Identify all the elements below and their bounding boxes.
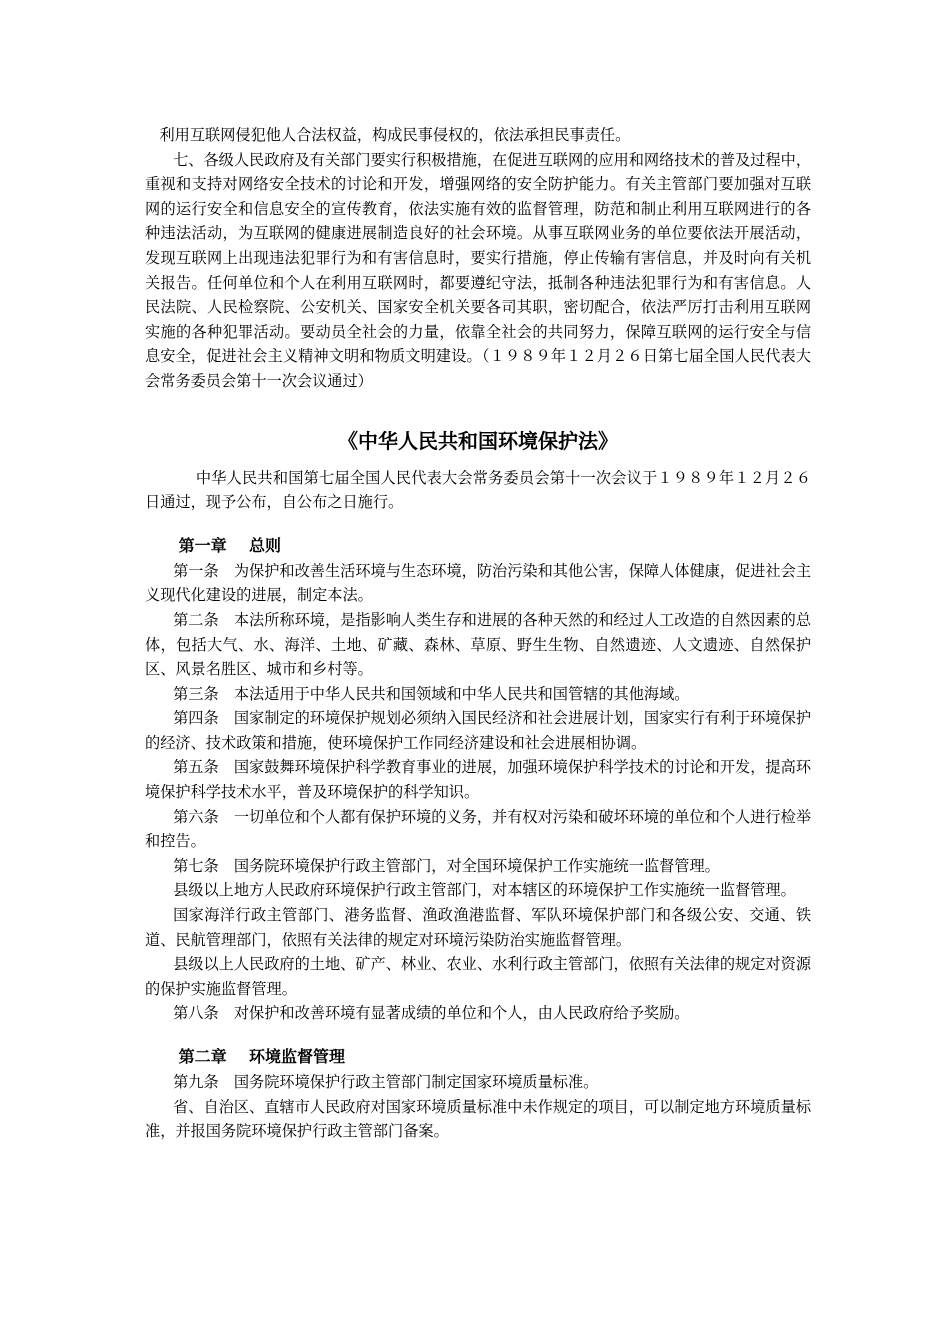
intro-paragraph-1: 利用互联网侵犯他人合法权益，构成民事侵权的，依法承担民事责任。 (159, 126, 631, 144)
article-9: 第九条 国务院环境保护行政主管部门制定国家环境质量标准。 (173, 1073, 599, 1091)
document-page (145, 123, 811, 1144)
article-8: 第八条 对保护和改善环境有显著成绩的单位和个人，由人民政府给予奖励。 (173, 1004, 690, 1023)
chapter-1-heading (145, 533, 811, 559)
article-6: 第六条 一切单位和个人都有保护环境的义务，并有权对污染和破坏环境的单位和个人进行检举和控告。 (145, 807, 811, 851)
law-title: 《中华人民共和国环境保护法》 (338, 428, 618, 453)
intro-paragraph-2: 七、各级人民政府及有关部门要实行积极措施，在促进互联网的应用和网络技术的普及过程中，重视和支持对网络安全技术的讨论和开发，增强网络的安全防护能力。有关主管部门要加强对互联网的运行安全和信息安全的宣传教育，依法实施有效的监督管理，防范和制止利用互联网进行的各种违法活动，为互联网的健康进展制造良好的社会环境。从事互联网业务的单位要依法开展活动，发现互联网上出现违法犯罪行为和有害信息时，要实行措施，停止传输有害信息，并及时向有关机关报告。任何单位和个人在利用互联网时，都要遵纪守法，抵制各种违法犯罪行为和有害信息。人民法院、人民检察院、公安机关、国家安全机关要各司其职，密切配合，依法严厉打击利用互联网实施的各种犯罪活动。要动员全社会的力量，依靠全社会的共同努力，保障互联网的运行安全与信息安全，促进社会主义精神文明和物质文明建设。（１９８９年１２月２６日第七届全国人民代表大会常务委员会第十一次会议通过） (145, 150, 811, 390)
chapter-2-name: 环境监督管理 (249, 1047, 346, 1066)
article-5: 第五条 国家鼓舞环境保护科学教育事业的进展，加强环境保护科学技术的讨论和开发，提高环境保护科学技术水平，普及环境保护的科学知识。 (145, 758, 811, 802)
chapter-1-number: 第一章 (178, 535, 227, 555)
article-2: 第二条 本法所称环境，是指影响人类生存和进展的各种天然的和经过人工改造的自然因素的总体，包括大气、水、海洋、土地、矿藏、森林、草原、野生生物、自然遗迹、人文遗迹、自然保护区、风景名胜区、城市和乡村等。 (145, 610, 811, 679)
article-4: 第四条 国家制定的环境保护规划必须纳入国民经济和社会进展计划，国家实行有利于环境保护的经济、技术政策和措施，使环境保护工作同经济建设和社会进展相协调。 (145, 709, 811, 752)
article-3: 第三条 本法适用于中华人民共和国领域和中华人民共和国管辖的其他海域。 (173, 684, 690, 703)
chapter-2-heading (145, 1044, 811, 1070)
article-7-clause-4: 县级以上人民政府的土地、矿产、林业、农业、水利行政主管部门，依照有关法律的规定对资源的保护实施监督管理。 (145, 955, 811, 998)
article-7: 第七条 国务院环境保护行政主管部门，对全国环境保护工作实施统一监督管理。 (173, 856, 720, 875)
article-1: 第一条 为保护和改善生活环境与生态环境，防治污染和其他公害，保障人体健康，促进社会主义现代化建设的进展，制定本法。 (145, 561, 811, 605)
law-preamble: 中华人民共和国第七届全国人民代表大会常务委员会第十一次会议于１９８９年１２月２６日通过，现予公布，自公布之日施行。 (145, 468, 811, 512)
article-9-clause-2: 省、自治区、直辖市人民政府对国家环境质量标准中未作规定的项目，可以制定地方环境质量标准，并报国务院环境保护行政主管部门备案。 (145, 1097, 811, 1141)
chapter-2-number: 第二章 (178, 1047, 227, 1066)
article-7-clause-2: 县级以上地方人民政府环境保护行政主管部门，对本辖区的环境保护工作实施统一监督管理。 (173, 881, 796, 900)
chapter-1-name: 总则 (249, 535, 282, 555)
article-7-clause-3: 国家海洋行政主管部门、港务监督、渔政渔港监督、军队环境保护部门和各级公安、交通、铁道、民航管理部门，依照有关法律的规定对环境污染防治实施监督管理。 (145, 906, 811, 949)
